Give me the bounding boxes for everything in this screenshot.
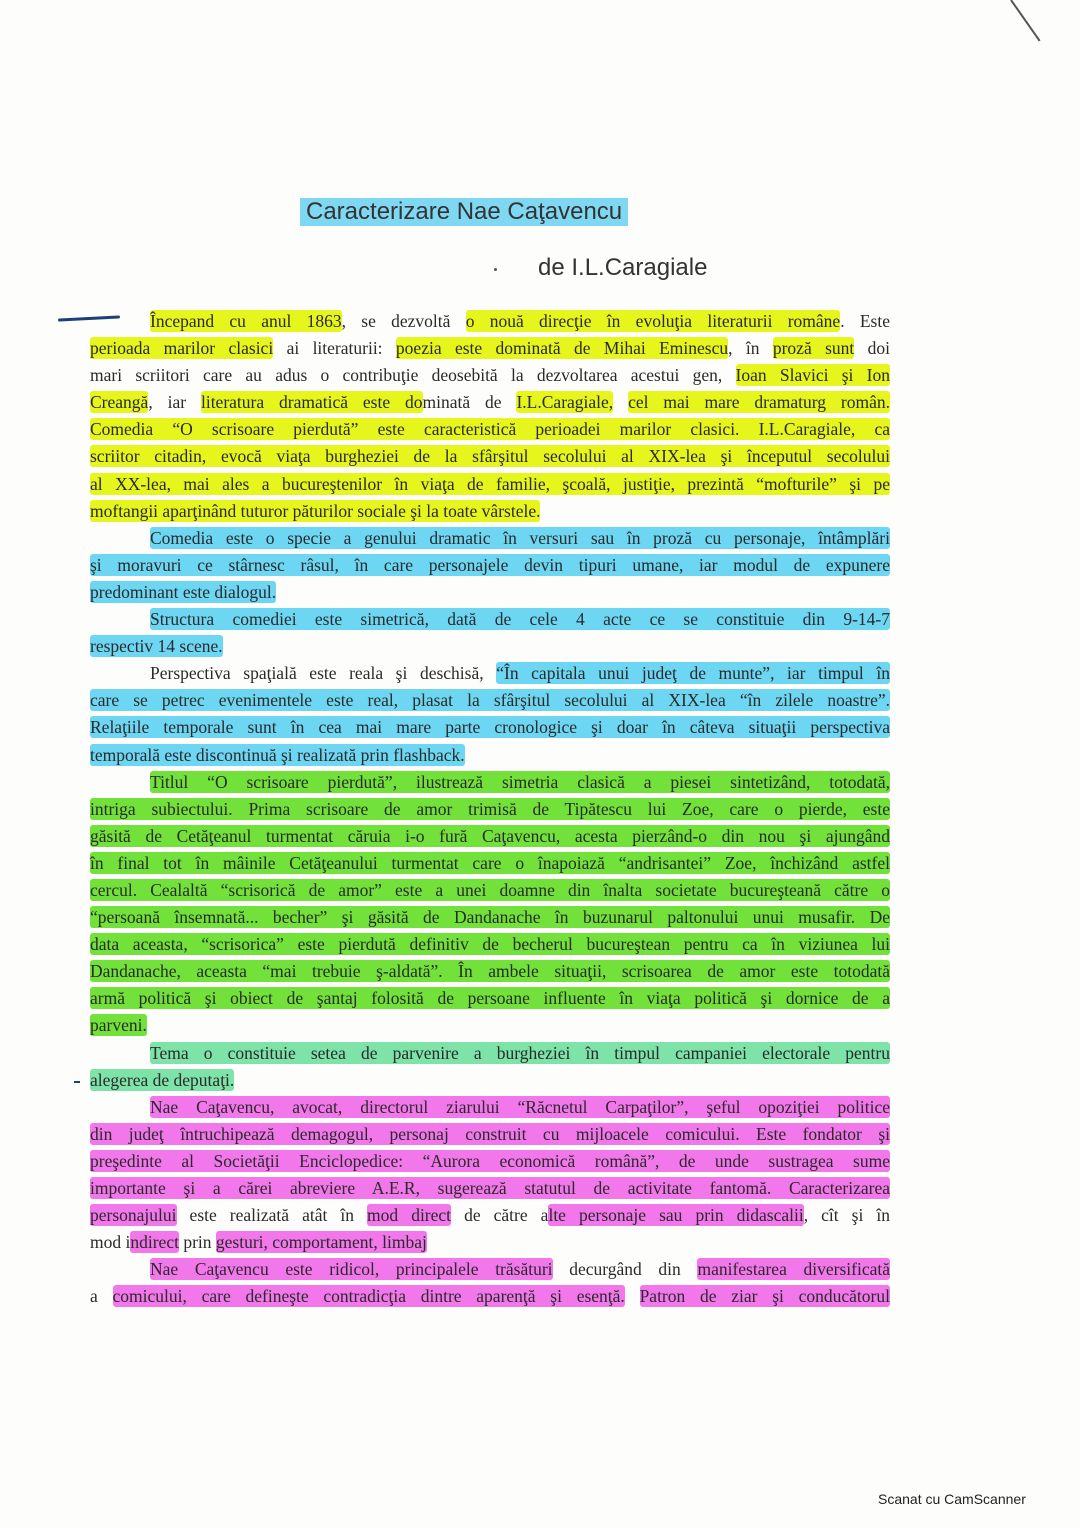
text-line xyxy=(90,633,890,660)
highlighted-text: Relaţiile temporale sunt în cea mai mare parte cronologice şi doar în câteva situaţii perspectiva xyxy=(90,717,890,738)
text-line xyxy=(90,850,890,877)
text-line xyxy=(90,335,890,362)
text-line xyxy=(90,552,890,579)
text-segment: minată de xyxy=(422,392,517,413)
text-line xyxy=(90,796,890,823)
text-line xyxy=(90,660,890,687)
text-line xyxy=(90,471,890,498)
text-line xyxy=(90,1283,890,1310)
text-segment: , cît şi în xyxy=(803,1205,891,1226)
highlighted-text: şi moravuri ce stârnesc râsul, în care personajele devin tipuri umane, iar modul de expunere xyxy=(90,554,890,575)
highlighted-text: proză sunt xyxy=(772,338,855,359)
paragraph xyxy=(90,769,890,1040)
paragraph xyxy=(90,606,890,660)
highlighted-text: predominant este dialogul. xyxy=(90,581,277,602)
highlighted-text: “În capitala unui judeţ de munte”, iar timpul în xyxy=(496,663,890,684)
highlighted-text: poezia este dominată de Mihai Eminescu xyxy=(395,338,729,359)
highlighted-text: “persoană însemnată... becher” şi găsită de Dandanache în buzunarul paltonului unui musafir. De xyxy=(90,907,890,928)
paragraph xyxy=(90,308,890,525)
scanner-watermark: Scanat cu CamScanner xyxy=(878,1491,1026,1507)
highlighted-text: găsită de Cetăţeanul turmentat căruia i-o fură Caţavencu, acesta pierzând-o din nou şi ajungând xyxy=(90,825,890,846)
text-line xyxy=(90,579,890,606)
paragraph xyxy=(90,525,890,606)
highlighted-text: respectiv 14 scene. xyxy=(90,636,223,657)
text-line xyxy=(90,443,890,470)
highlighted-text: Începand cu anul 1863 xyxy=(150,311,342,331)
document-body xyxy=(90,308,890,1310)
highlighted-text: Structura comediei este simetrică, dată de cele 4 acte ce se constituie din 9-14-7 xyxy=(150,609,890,630)
highlighted-text: perioada marilor clasici xyxy=(90,338,274,359)
highlighted-text: lte personaje sau prin didascalii xyxy=(548,1205,804,1226)
paragraph xyxy=(90,1094,890,1257)
highlighted-text: literatura dramatică este do xyxy=(200,392,423,413)
text-segment: prin xyxy=(178,1232,216,1253)
highlighted-text: scriitor citadin, evocă viaţa burgheziei de la sfârşitul secolului al XIX-lea şi începutul secolului xyxy=(90,446,890,467)
page-title: Caracterizare Nae Caţavencu xyxy=(300,198,628,226)
highlighted-text: I.L.Caragiale, xyxy=(516,392,614,413)
text-line xyxy=(90,308,890,335)
text-segment: este realizată atât în xyxy=(176,1205,368,1226)
highlighted-text: comicului, care defineşte contradicţia dintre aparenţă şi esenţă. xyxy=(112,1286,625,1307)
text-line xyxy=(90,498,890,525)
text-line xyxy=(90,769,890,796)
highlighted-text: alegerea de deputaţi. xyxy=(90,1069,235,1090)
highlighted-text: personajului xyxy=(90,1205,177,1226)
highlighted-text: intriga subiectului. Prima scrisoare de amor trimisă de Tipătescu lui Zoe, care o pierde, este xyxy=(90,798,890,819)
paragraph xyxy=(90,660,890,768)
text-line xyxy=(90,958,890,985)
highlighted-text: armă politică şi obiect de şantaj folosită de persoane influente în viaţa politică şi dornice de a xyxy=(90,988,890,1009)
text-line xyxy=(90,1256,890,1283)
text-line xyxy=(90,1229,890,1256)
text-line xyxy=(90,1175,890,1202)
text-segment: mod i xyxy=(90,1232,131,1253)
text-segment xyxy=(625,1286,640,1306)
text-line xyxy=(90,823,890,850)
text-line xyxy=(90,1067,890,1094)
text-line xyxy=(90,714,890,741)
text-segment: decurgând din xyxy=(552,1259,698,1280)
text-segment: . Este xyxy=(840,311,890,331)
author-subtitle: de I.L.Caragiale xyxy=(538,254,708,281)
text-line xyxy=(90,742,890,769)
text-segment: Perspectiva spaţială este reala şi deschisă, xyxy=(150,663,497,684)
highlighted-text: Comedia “O scrisoare pierdută” este caracteristică perioadei marilor clasici. I.L.Caragiale, ca xyxy=(90,419,890,440)
text-line xyxy=(90,904,890,931)
highlighted-text: o nouă direcţie în evoluţia literaturii române xyxy=(465,311,841,331)
highlighted-text: Patron de ziar şi conducătorul xyxy=(639,1286,890,1307)
highlighted-text: gesturi, comportament, limbaj xyxy=(215,1232,427,1253)
highlighted-text: Dandanache, aceasta “mai trebuie ş-aldată”. În ambele situaţii, scrisoarea de amor este totodată xyxy=(90,961,890,982)
scan-edge-line xyxy=(1010,0,1040,42)
text-line xyxy=(90,1094,890,1121)
text-segment: a xyxy=(90,1286,113,1307)
pen-mark-small xyxy=(74,1081,80,1083)
highlighted-text: moftangii aparţinând tuturor păturilor sociale şi la toate vârstele. xyxy=(90,500,541,521)
highlighted-text: Nae Caţavencu, avocat, directorul ziarului “Răcnetul Carpaţilor”, şeful opoziţiei politice xyxy=(150,1096,890,1117)
text-segment: , în xyxy=(728,338,773,359)
text-line xyxy=(90,606,890,633)
text-line xyxy=(90,1148,890,1175)
ink-dot xyxy=(494,268,497,271)
text-line xyxy=(90,1040,890,1067)
text-line xyxy=(90,416,890,443)
highlighted-text: preşedinte al Societăţii Enciclopedice: “Aurora economică română”, de unde sustragea sume xyxy=(90,1150,890,1171)
text-line xyxy=(90,525,890,552)
text-line xyxy=(90,687,890,714)
text-segment: , se dezvoltă xyxy=(341,311,466,331)
highlighted-text: care se petrec evenimentele este real, plasat la sfârşitul secolului al XIX-lea “în zilele noastre”. xyxy=(90,690,890,711)
highlighted-text: Titlul “O scrisoare pierdută”, ilustrează simetria clasică a piesei sintetizând, totodată, xyxy=(150,771,890,792)
text-segment: doi xyxy=(854,338,890,359)
text-line xyxy=(90,1012,890,1039)
highlighted-text: Comedia este o specie a genului dramatic în versuri sau în proză cu personaje, întâmplări xyxy=(150,527,890,548)
text-segment xyxy=(613,392,628,412)
highlighted-text: manifestarea diversificată xyxy=(697,1259,890,1280)
text-line xyxy=(90,389,890,416)
text-line xyxy=(90,985,890,1012)
highlighted-text: temporală este discontinuă şi realizată prin flashback. xyxy=(90,744,465,765)
text-segment: de către a xyxy=(451,1205,549,1226)
highlighted-text: din judeţ întruchipează demagogul, personaj construit cu mijloacele comicului. Este fondator şi xyxy=(90,1123,890,1144)
highlighted-text: cercul. Cealaltă “scrisorică de amor” este a unei doamne din înalta societate bucureşteană către o xyxy=(90,879,890,900)
highlighted-text: Ioan Slavici şi Ion xyxy=(735,365,890,386)
text-segment: , iar xyxy=(148,392,201,413)
text-line xyxy=(90,362,890,389)
highlighted-text: importante şi a cărei abreviere A.E.R, sugerează statutul de activitate fantomă. Caracterizarea xyxy=(90,1178,890,1198)
highlighted-text: parveni. xyxy=(90,1015,147,1036)
highlighted-text: în final tot în mâinile Cetăţeanului turmentat care o înapoiază “andrisantei” Zoe, închizând astfel xyxy=(90,852,890,873)
highlighted-text: al XX-lea, mai ales a bucureştenilor în viaţa de familie, şcoală, justiţie, prezintă “mofturile” şi pe xyxy=(90,473,890,494)
text-line xyxy=(90,1202,890,1229)
paragraph xyxy=(90,1256,890,1310)
paragraph xyxy=(90,1040,890,1094)
highlighted-text: Tema o constituie setea de parvenire a burgheziei în timpul campaniei electorale pentru xyxy=(150,1042,890,1063)
highlighted-text: mod direct xyxy=(367,1205,452,1226)
highlighted-text: Nae Caţavencu este ridicol, principalele trăsături xyxy=(150,1259,553,1280)
highlighted-text: Creangă xyxy=(90,392,149,413)
highlighted-text: ndirect xyxy=(130,1232,179,1253)
text-line xyxy=(90,1121,890,1148)
text-line xyxy=(90,931,890,958)
highlighted-text: cel mai mare dramaturg român. xyxy=(628,392,890,413)
highlighted-text: data aceasta, “scrisorica” este pierdută definitiv de becherul bucureştean pentru ca în viziunea lui xyxy=(90,934,890,955)
text-segment: mari scriitori care au adus o contribuţie deosebită la dezvoltarea acestui gen, xyxy=(90,365,736,386)
text-segment: ai literaturii: xyxy=(273,338,396,359)
text-line xyxy=(90,877,890,904)
